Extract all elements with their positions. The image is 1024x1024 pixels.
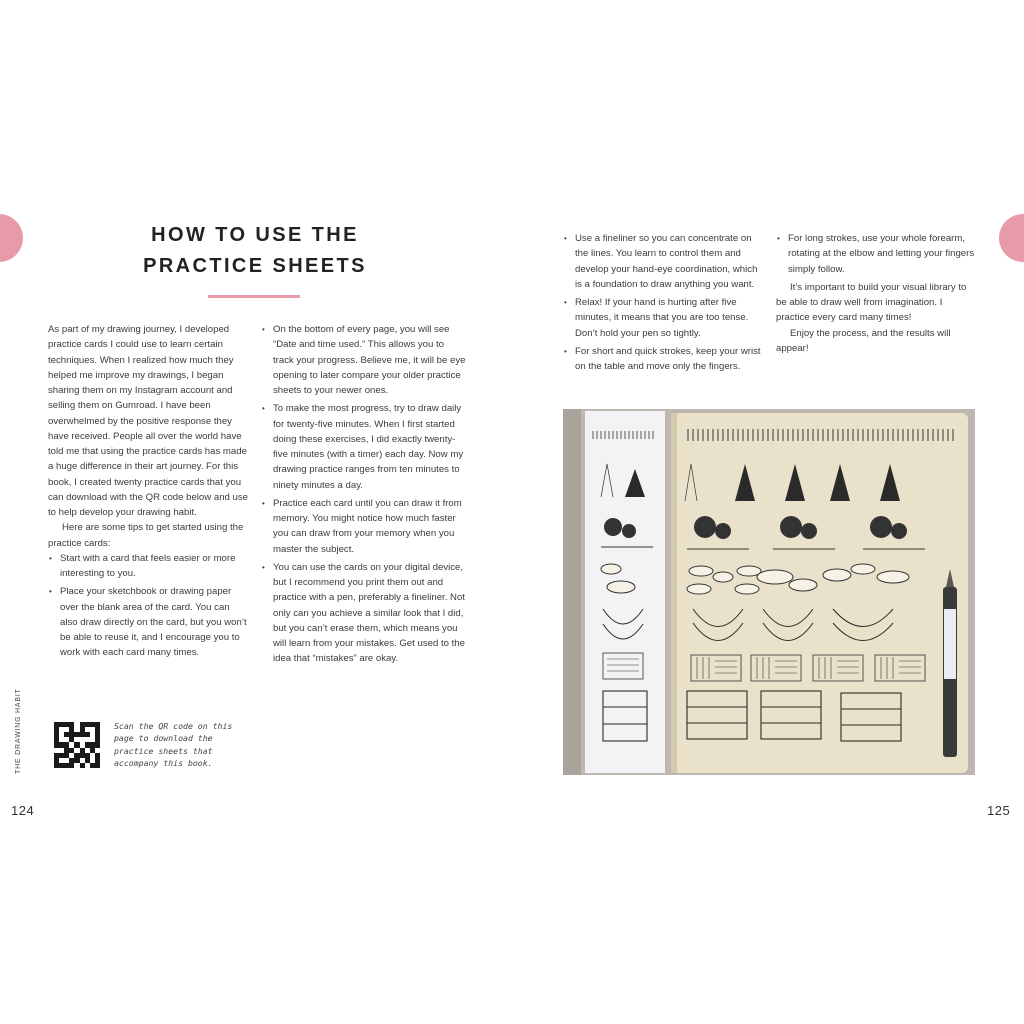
title-underline [208, 295, 300, 298]
title-line-1: HOW TO USE THE [151, 224, 359, 246]
qr-module [95, 763, 100, 768]
tips-intro: Here are some tips to get started using the practice cards: [48, 522, 244, 549]
right-page-tab [999, 214, 1024, 262]
right-column-2 [776, 231, 976, 356]
tips-list-3 [563, 231, 763, 374]
list-item: • For long strokes, use your whole forearm, rotating at the elbow and letting your fingers simply follow. [776, 231, 976, 277]
practice-sheet-photo [563, 409, 975, 775]
list-item: • Place your sketchbook or drawing paper over the blank area of the card. You can also draw directly on the card, but you won’t be able to reuse it, and I encourage you to work with each card many times. [48, 584, 248, 660]
qr-code-icon[interactable] [54, 722, 100, 768]
list-item: • To make the most progress, try to draw daily for twenty-five minutes. When I first started doing these exercises, I did exactly twenty-five minutes (with a timer) each day. Now my drawing practice ranges from ten minutes to ninety minutes a day. [261, 401, 466, 493]
title-line-2: PRACTICE SHEETS [143, 255, 367, 277]
right-column-1 [563, 231, 763, 377]
list-item: • On the bottom of every page, you will see “Date and time used.” This allows you to track your progress. Believe me, it will be eye opening to later compare your older practice sheets to your newer ones. [261, 322, 466, 398]
left-page-tab [0, 214, 23, 262]
list-item: • Use a fineliner so you can concentrate on the lines. You learn to control them and develop your hand-eye coordination, which is a foundation to draw anything you want. [563, 231, 763, 292]
tips-list-4 [776, 231, 976, 277]
qr-caption: Scan the QR code on this page to download the practice sheets that accompany this book. [114, 721, 233, 768]
visual-library-paragraph: It’s important to build your visual library to be able to draw well from imagination. I practice every card many times! [776, 281, 967, 324]
tips-list-1 [48, 551, 248, 661]
list-item: • For short and quick strokes, keep your wrist on the table and move only the fingers. [563, 344, 763, 375]
left-column-2 [261, 322, 466, 670]
intro-paragraph: As part of my drawing journey, I developed practice cards I could use to learn certain techniques. When I realized how much they helped me improve my drawings, I began sharing them on my Instagram account and selling them on Gumroad. I have been overwhelmed by the positive response they have received. People all over the world have told me that using the practice cards has made a huge difference in their art journey. For this book, I created twenty practice cards that you can download with the QR code below and use to help develop your drawing habit. [48, 324, 248, 518]
page-number-left: 124 [11, 803, 35, 818]
list-item: • Relax! If your hand is hurting after five minutes, it means that you are too tense. Don’t hold your pen so tightly. [563, 295, 763, 341]
list-item: • Practice each card until you can draw it from memory. You might notice how much faster you can draw from your memory when you master the subject. [261, 496, 466, 557]
book-title-side-label: THE DRAWING HABIT [15, 688, 22, 774]
page-number-right: 125 [987, 803, 1011, 818]
closing-paragraph: Enjoy the process, and the results will appear! [776, 327, 951, 354]
tips-list-2 [261, 322, 466, 667]
left-column-1 [48, 322, 248, 664]
page-title [120, 220, 390, 282]
list-item: • Start with a card that feels easier or more interesting to you. [48, 551, 248, 582]
sketchbook-illustration [563, 409, 975, 775]
list-item: • You can use the cards on your digital device, but I recommend you print them out and practice with a pen, preferably a fineliner. Not only can you achieve a similar look that I did, but you can’t erase them, which means you will learn from your mistakes. Get used to the idea that “mistakes” are okay. [261, 560, 466, 667]
